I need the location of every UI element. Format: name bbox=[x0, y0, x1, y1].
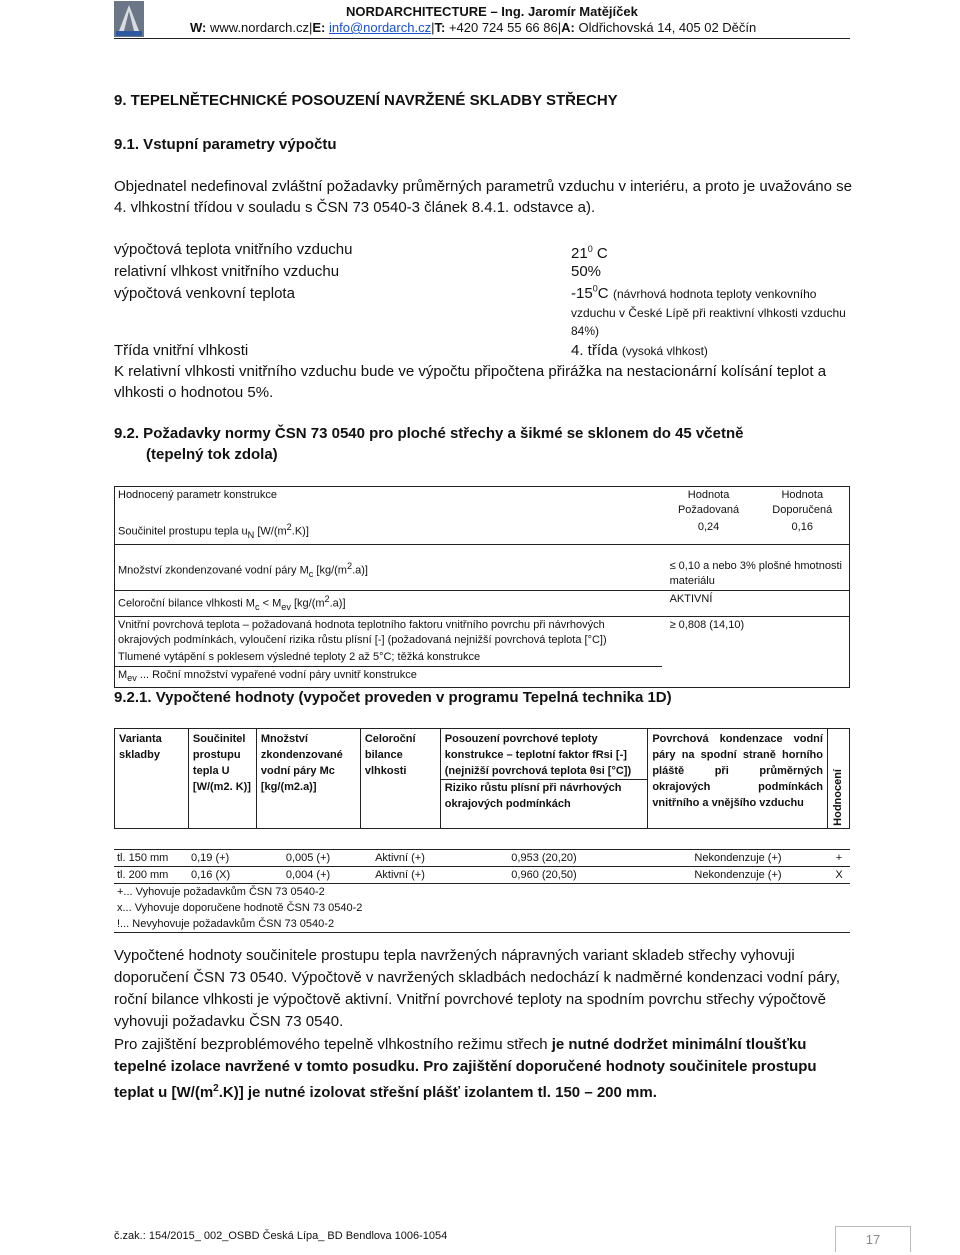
table-cell: Množství zkondenzované vodní páry $M_c$ $[kg/(m^2.a)]$ bbox=[115, 558, 662, 591]
footer-reference: č.zak.: 154/2015_ 002_OSBD Česká Lípa_ BD Bendlova 1006-1054 bbox=[114, 1230, 448, 1242]
param-label: Třída vnitřní vlhkosti bbox=[114, 342, 249, 359]
legend-item: +... Vyhovuje požadavkům ČSN 73 0540-2 bbox=[117, 886, 325, 898]
table-row bbox=[115, 544, 850, 558]
table-cell: tl. 150 mm bbox=[114, 850, 188, 867]
table-cell: ≤ 0,10 a nebo 3% plošné hmotnosti materiálu bbox=[662, 558, 850, 591]
subsection-title: 9.1. Vstupní parametry výpočtu bbox=[114, 136, 337, 153]
legend-row bbox=[114, 916, 850, 933]
param-value: $-15^0C$ (návrhová hodnota teploty venkovního vzduchu v České Lípě při reaktivní vlhkosti vzduchu 84%) bbox=[571, 283, 846, 338]
table-header: Množství zkondenzované vodní páry Mc [kg/(m2.a)] bbox=[256, 729, 360, 829]
table-header: Posouzení povrchové teploty konstrukce – teplotní faktor fRsi [-] (nejnižší povrchová teplota θsi [°C]) Riziko růstu plísní při návrhových okrajových podmínkách bbox=[440, 729, 648, 829]
table-header: Součinitel prostupu tepla U [W/(m2. K)] bbox=[188, 729, 256, 829]
web-link[interactable]: www.nordarch.cz bbox=[210, 20, 309, 35]
param-value: 50% bbox=[571, 263, 602, 280]
table-header: Hodnocený parametr konstrukce bbox=[115, 487, 662, 520]
phone: +420 724 55 66 86 bbox=[448, 20, 558, 35]
legend-row bbox=[114, 900, 850, 916]
table-cell: Aktivní (+) bbox=[360, 867, 440, 884]
page-number: 17 bbox=[835, 1226, 911, 1252]
param-label: relativní vlhkost vnitřního vzduchu bbox=[114, 263, 340, 280]
table-row bbox=[115, 591, 850, 617]
table-cell: 0,16 bbox=[756, 519, 850, 544]
table-cell: AKTIVNÍ bbox=[662, 591, 850, 617]
subsection-title: 9.2. Požadavky normy ČSN 73 0540 pro ploché střechy a šikmé se sklonem do 45 včetně bbox=[114, 425, 744, 442]
table-header: Hodnota Doporučená bbox=[756, 487, 850, 520]
company-contacts: W: www.nordarch.cz|E: info@nordarch.cz|T: +420 724 55 66 86|A: Oldřichovská 14, 405 02 Děčín bbox=[190, 20, 757, 35]
table-cell: 0,19 (+) bbox=[188, 850, 256, 867]
table-cell: 0,24 bbox=[662, 519, 756, 544]
table-header: Hodnota Požadovaná bbox=[662, 487, 756, 520]
table-cell: Nekondenzuje (+) bbox=[648, 850, 828, 867]
table-cell: 0,960 (20,50) bbox=[440, 867, 648, 884]
calc-table-header bbox=[114, 728, 850, 829]
table-header: Povrchová kondenzace vodní páry na spodní straně horního pláště při průměrných okrajových podmínkách vnitřního a vnějšího vzduchu bbox=[648, 729, 828, 829]
param-value: $21^0$ C bbox=[571, 244, 608, 262]
conclusion-requirement: Pro zajištění bezproblémového tepelně vlhkostního režimu střech je nutné dodržet minimální tloušťku tepelné izolace navržené v tomto posudku. Pro zajištění doporučené hodnoty součinitele prostupu teplat u $[W/(m^2.K)]$ je nutné izolovat střešní plášť izolantem tl. 150 – 200 mm. bbox=[114, 1036, 817, 1101]
table-row bbox=[114, 850, 850, 867]
table-cell: $M_{ev}$ ... Roční množství vypařené vodní páry uvnitř konstrukce bbox=[115, 667, 662, 688]
table-cell: tl. 200 mm bbox=[114, 867, 188, 884]
address: Oldřichovská 14, 405 02 Děčín bbox=[578, 20, 757, 35]
table-row bbox=[115, 617, 850, 650]
legend-row bbox=[114, 884, 850, 901]
table-cell: + bbox=[828, 850, 850, 867]
table-cell: Nekondenzuje (+) bbox=[648, 867, 828, 884]
table-header-row bbox=[115, 487, 850, 520]
table-header: Hodnocení bbox=[827, 729, 849, 829]
table-cell: 0,16 (X) bbox=[188, 867, 256, 884]
table-row bbox=[115, 558, 850, 591]
table-row bbox=[114, 867, 850, 884]
table-row bbox=[115, 649, 850, 667]
table-row bbox=[115, 519, 850, 544]
surcharge-paragraph: K relativní vlhkosti vnitřního vzduchu bude ve výpočtu připočtena přirážka na nestacionární kolísání teplot a vlhkosti o hodnotou 5%. bbox=[114, 363, 827, 401]
section-title: 9. TEPELNĚTECHNICKÉ POSOUZENÍ NAVRŽENÉ SKLADBY STŘECHY bbox=[114, 92, 618, 109]
subsection-title: 9.2.1. Vypočtené hodnoty (vypočet proveden v programu Tepelná technika 1D) bbox=[114, 689, 672, 706]
table-cell: Aktivní (+) bbox=[360, 850, 440, 867]
table-cell: Součinitel prostupu tepla $u_N$ $[W/(m^2.K)]$ bbox=[115, 519, 662, 544]
table-header-row bbox=[115, 729, 850, 829]
param-note: (návrhová hodnota teploty venkovního vzduchu v České Lípě při reaktivní vlhkosti vzduchu 84%) bbox=[571, 287, 846, 338]
legend-item: !... Nevyhovuje požadavkům ČSN 73 0540-2 bbox=[114, 916, 850, 933]
table-row bbox=[115, 667, 850, 688]
conclusion-paragraph: Vypočtené hodnoty součinitele prostupu tepla navržených nápravných variant skladeb střechy vyhovuji doporučení ČSN 73 0540. Výpočtově v navržených skladbách nedochází k nadměrné kondenzaci vodní páry, roční bilance vlhkosti je výpočtově aktivní. Vnitřní povrchové teploty na spodním povrchu střechy výpočtově vyhovuji požadavku ČSN 73 0540. bbox=[114, 947, 840, 1030]
table-cell: 0,004 (+) bbox=[256, 867, 360, 884]
intro-paragraph: Objednatel nedefinoval zvláštní požadavky průměrných parametrů vzduchu v interiéru, a proto je uvažováno se 4. vlhkostní třídou v souladu s ČSN 73 0540-3 článek 8.4.1. odstavce a). bbox=[114, 178, 852, 216]
requirements-table bbox=[114, 486, 850, 688]
param-label: výpočtová teplota vnitřního vzduchu bbox=[114, 241, 353, 258]
param-value: 4. třída (vysoká vlhkost) bbox=[571, 342, 708, 359]
header-divider bbox=[114, 38, 850, 39]
table-cell: ≥ 0,808 (14,10) bbox=[662, 617, 850, 650]
param-label: výpočtová venkovní teplota bbox=[114, 285, 295, 302]
subsection-subtitle: (tepelný tok zdola) bbox=[146, 446, 278, 463]
table-cell: Celoroční bilance vlhkosti $M_c < M_{ev}$ $[kg/(m^2.a)]$ bbox=[115, 591, 662, 617]
table-cell: X bbox=[828, 867, 850, 884]
company-name: NORDARCHITECTURE – Ing. Jaromír Matějíček bbox=[346, 4, 638, 19]
table-cell: Vnitřní povrchová teplota – požadovaná hodnota teplotního faktoru vnitřního povrchu při návrhových okrajových podmínkách, vyloučení rizika růstu plísní [-] (požadovaná nejnižší povrchová teplota [°C]) bbox=[115, 617, 662, 650]
table-cell: 0,953 (20,20) bbox=[440, 850, 648, 867]
company-logo bbox=[114, 1, 144, 37]
table-header: Celoroční bilance vlhkosti bbox=[360, 729, 440, 829]
email-link[interactable]: info@nordarch.cz bbox=[329, 20, 432, 35]
table-header: Varianta skladby bbox=[115, 729, 189, 829]
legend-item: x... Vyhovuje doporučene hodnotě ČSN 73 0540-2 bbox=[117, 902, 363, 914]
table-cell: 0,005 (+) bbox=[256, 850, 360, 867]
calc-table-body bbox=[114, 849, 850, 933]
table-cell: Tlumené vytápění s poklesem výsledné teploty 2 až 5°C; těžká konstrukce bbox=[115, 649, 662, 667]
